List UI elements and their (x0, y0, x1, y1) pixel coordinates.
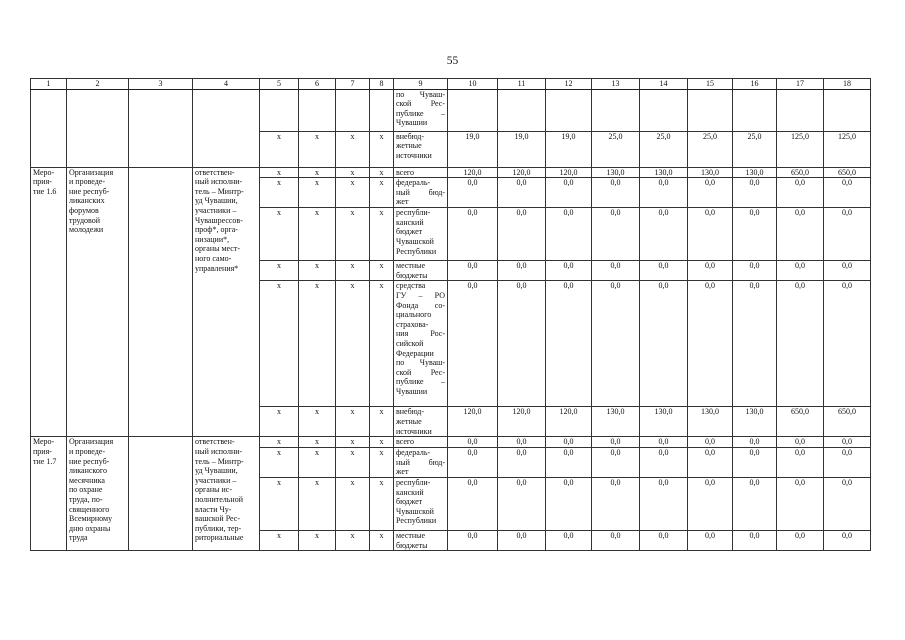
funding-source: федераль- ный бюд- жет (394, 447, 448, 477)
funding-value: 650,0 (824, 167, 871, 178)
activity-executor: ответствен- ный исполни- тель – Минтр- уд Чувашии, участники – Чувашрессов- проф*, орга- низации*, органы мест- ного само- управления* (193, 167, 260, 437)
funding-value: 125,0 (824, 131, 871, 167)
funding-value: 0,0 (546, 477, 592, 530)
funding-value: 130,0 (688, 407, 733, 437)
code-mark (336, 89, 370, 131)
funding-value: 0,0 (777, 261, 824, 281)
column-number: 18 (824, 79, 871, 90)
funding-value: 0,0 (592, 208, 640, 261)
funding-value: 0,0 (824, 208, 871, 261)
code-mark: х (336, 407, 370, 437)
code-mark: х (299, 530, 336, 550)
funding-value: 0,0 (733, 208, 777, 261)
funding-source: всего (394, 437, 448, 448)
funding-value (640, 89, 688, 131)
code-mark: х (336, 530, 370, 550)
funding-value: 0,0 (546, 261, 592, 281)
funding-value: 0,0 (546, 437, 592, 448)
code-mark: х (336, 281, 370, 407)
funding-value: 0,0 (733, 178, 777, 208)
funding-source: республи- канский бюджет Чувашской Республики (394, 477, 448, 530)
column-number: 3 (129, 79, 193, 90)
code-mark: х (370, 167, 394, 178)
activity-executor (193, 89, 260, 167)
column-number: 7 (336, 79, 370, 90)
code-mark: х (370, 437, 394, 448)
funding-value: 0,0 (640, 281, 688, 407)
funding-value: 0,0 (592, 477, 640, 530)
column-number: 11 (498, 79, 546, 90)
funding-value (777, 89, 824, 131)
funding-value: 0,0 (546, 530, 592, 550)
funding-value: 0,0 (498, 281, 546, 407)
funding-value: 0,0 (777, 530, 824, 550)
funding-value: 650,0 (777, 407, 824, 437)
column-number: 14 (640, 79, 688, 90)
funding-value: 19,0 (546, 131, 592, 167)
funding-value (592, 89, 640, 131)
column-number: 9 (394, 79, 448, 90)
funding-value: 0,0 (824, 261, 871, 281)
funding-value: 0,0 (640, 437, 688, 448)
funding-value: 0,0 (824, 530, 871, 550)
code-mark: х (370, 477, 394, 530)
table-row (31, 167, 871, 178)
funding-value: 0,0 (640, 477, 688, 530)
code-mark: х (260, 167, 299, 178)
code-mark (260, 89, 299, 131)
funding-value: 0,0 (688, 447, 733, 477)
funding-value: 0,0 (824, 437, 871, 448)
column-number: 13 (592, 79, 640, 90)
funding-value: 130,0 (592, 167, 640, 178)
funding-value: 130,0 (592, 407, 640, 437)
code-mark: х (260, 178, 299, 208)
column-number: 1 (31, 79, 67, 90)
code-mark: х (370, 281, 394, 407)
funding-value: 0,0 (688, 261, 733, 281)
funding-source: средства ГУ – РО Фонда со- циального страхова- ния Рос- сийской Федерации по Чуваш- ской Рес- публике – Чувашии (394, 281, 448, 407)
code-mark: х (299, 131, 336, 167)
code-mark: х (299, 437, 336, 448)
funding-value: 25,0 (733, 131, 777, 167)
funding-source: местные бюджеты (394, 261, 448, 281)
funding-source: местные бюджеты (394, 530, 448, 550)
funding-value: 650,0 (824, 407, 871, 437)
funding-value: 0,0 (448, 178, 498, 208)
funding-value: 120,0 (546, 407, 592, 437)
funding-value: 25,0 (640, 131, 688, 167)
funding-value: 0,0 (824, 281, 871, 407)
column-number: 12 (546, 79, 592, 90)
funding-value: 0,0 (498, 208, 546, 261)
funding-value: 25,0 (592, 131, 640, 167)
activity-executor: ответствен- ный исполни- тель – Минтр- уд Чувашии, участники – органы ис- полнительной власти Чу- вашской Рес- публики, тер- риториальные (193, 437, 260, 551)
code-mark: х (336, 261, 370, 281)
funding-value: 0,0 (546, 208, 592, 261)
funding-value: 0,0 (448, 477, 498, 530)
code-mark: х (336, 477, 370, 530)
funding-value: 0,0 (777, 447, 824, 477)
funding-value: 120,0 (498, 167, 546, 178)
column-number: 8 (370, 79, 394, 90)
activity-code: Меро- прия- тие 1.7 (31, 437, 67, 551)
column-number: 10 (448, 79, 498, 90)
code-mark: х (336, 447, 370, 477)
funding-value (448, 89, 498, 131)
funding-value: 0,0 (640, 447, 688, 477)
funding-value: 0,0 (592, 437, 640, 448)
funding-source: всего (394, 167, 448, 178)
code-mark: х (336, 131, 370, 167)
funding-value (688, 89, 733, 131)
page-number: 55 (446, 55, 459, 67)
funding-value: 0,0 (640, 530, 688, 550)
code-mark: х (299, 447, 336, 477)
funding-source: республи- канский бюджет Чувашской Республики (394, 208, 448, 261)
funding-value: 650,0 (777, 167, 824, 178)
funding-value: 19,0 (448, 131, 498, 167)
activity-name: Организация и проведе- ние респуб- ликанских форумов трудовой молодежи (67, 167, 129, 437)
funding-value: 120,0 (546, 167, 592, 178)
funding-value: 0,0 (640, 178, 688, 208)
activity-code (31, 89, 67, 167)
column-number: 17 (777, 79, 824, 90)
code-mark: х (260, 281, 299, 407)
code-mark: х (370, 261, 394, 281)
funding-source: федераль- ный бюд- жет (394, 178, 448, 208)
code-mark: х (260, 530, 299, 550)
table-row (31, 89, 871, 131)
funding-value: 0,0 (592, 530, 640, 550)
code-mark: х (260, 437, 299, 448)
funding-value: 0,0 (777, 208, 824, 261)
funding-value: 0,0 (592, 281, 640, 407)
funding-value: 0,0 (733, 477, 777, 530)
funding-table (30, 78, 871, 551)
code-mark: х (260, 407, 299, 437)
funding-value: 130,0 (688, 167, 733, 178)
column-number: 4 (193, 79, 260, 90)
funding-value: 0,0 (733, 447, 777, 477)
code-mark: х (299, 208, 336, 261)
funding-value: 0,0 (592, 447, 640, 477)
funding-value (498, 89, 546, 131)
funding-value: 0,0 (448, 208, 498, 261)
code-mark: х (336, 167, 370, 178)
code-mark: х (336, 178, 370, 208)
code-mark: х (299, 261, 336, 281)
funding-source: по Чуваш- ской Рес- публике – Чувашии (394, 89, 448, 131)
code-mark: х (336, 437, 370, 448)
activity-goal-cell (129, 89, 193, 167)
funding-value: 0,0 (448, 437, 498, 448)
code-mark: х (299, 178, 336, 208)
funding-value: 120,0 (448, 407, 498, 437)
table-row (31, 437, 871, 448)
funding-value: 120,0 (448, 167, 498, 178)
column-number: 16 (733, 79, 777, 90)
funding-value: 0,0 (592, 261, 640, 281)
funding-value: 0,0 (688, 178, 733, 208)
code-mark: х (299, 407, 336, 437)
funding-value: 0,0 (777, 281, 824, 407)
funding-value: 0,0 (640, 261, 688, 281)
funding-value: 0,0 (498, 437, 546, 448)
funding-value: 0,0 (824, 447, 871, 477)
funding-value: 0,0 (546, 447, 592, 477)
funding-value: 0,0 (777, 477, 824, 530)
funding-value (546, 89, 592, 131)
funding-value: 0,0 (688, 477, 733, 530)
code-mark: х (336, 208, 370, 261)
activity-goal-cell (129, 167, 193, 437)
funding-value: 0,0 (448, 530, 498, 550)
funding-value: 0,0 (777, 437, 824, 448)
code-mark: х (260, 208, 299, 261)
code-mark: х (299, 281, 336, 407)
code-mark: х (260, 261, 299, 281)
funding-value: 0,0 (448, 281, 498, 407)
activity-name: Организация и проведе- ние респуб- ликанского месячника по охране труда, по- священного Всемирному дню охраны труда (67, 437, 129, 551)
code-mark: х (260, 447, 299, 477)
funding-value: 120,0 (498, 407, 546, 437)
code-mark: х (260, 477, 299, 530)
activity-name (67, 89, 129, 167)
funding-value: 0,0 (498, 178, 546, 208)
funding-value: 0,0 (733, 281, 777, 407)
code-mark: х (299, 167, 336, 178)
column-number: 6 (299, 79, 336, 90)
funding-value: 0,0 (733, 530, 777, 550)
funding-source: внебюд- жетные источники (394, 407, 448, 437)
column-number: 15 (688, 79, 733, 90)
funding-value: 130,0 (640, 407, 688, 437)
funding-value: 0,0 (824, 178, 871, 208)
funding-value: 0,0 (546, 281, 592, 407)
funding-value: 0,0 (498, 477, 546, 530)
funding-value: 0,0 (592, 178, 640, 208)
table-body (31, 79, 871, 551)
funding-value: 19,0 (498, 131, 546, 167)
funding-value: 0,0 (688, 281, 733, 407)
funding-value: 125,0 (777, 131, 824, 167)
funding-value: 0,0 (777, 178, 824, 208)
funding-value (733, 89, 777, 131)
code-mark: х (370, 530, 394, 550)
funding-value: 0,0 (448, 447, 498, 477)
funding-value (824, 89, 871, 131)
code-mark: х (370, 447, 394, 477)
funding-value: 0,0 (498, 261, 546, 281)
column-number: 2 (67, 79, 129, 90)
code-mark: х (260, 131, 299, 167)
code-mark: х (299, 477, 336, 530)
column-number: 5 (260, 79, 299, 90)
column-number-row (31, 79, 871, 90)
activity-code: Меро- прия- тие 1.6 (31, 167, 67, 437)
funding-value: 0,0 (688, 437, 733, 448)
funding-value: 0,0 (448, 261, 498, 281)
funding-value: 0,0 (688, 208, 733, 261)
funding-value: 0,0 (733, 437, 777, 448)
code-mark: х (370, 131, 394, 167)
funding-value: 0,0 (640, 208, 688, 261)
activity-goal-cell (129, 437, 193, 551)
code-mark (370, 89, 394, 131)
funding-value: 130,0 (733, 167, 777, 178)
funding-value: 25,0 (688, 131, 733, 167)
code-mark: х (370, 178, 394, 208)
funding-value: 0,0 (733, 261, 777, 281)
funding-value: 0,0 (824, 477, 871, 530)
code-mark: х (370, 407, 394, 437)
funding-value: 0,0 (688, 530, 733, 550)
code-mark (299, 89, 336, 131)
code-mark: х (370, 208, 394, 261)
funding-value: 0,0 (546, 178, 592, 208)
funding-value: 0,0 (498, 447, 546, 477)
funding-source: внебюд- жетные источники (394, 131, 448, 167)
funding-value: 0,0 (498, 530, 546, 550)
funding-value: 130,0 (640, 167, 688, 178)
funding-value: 130,0 (733, 407, 777, 437)
